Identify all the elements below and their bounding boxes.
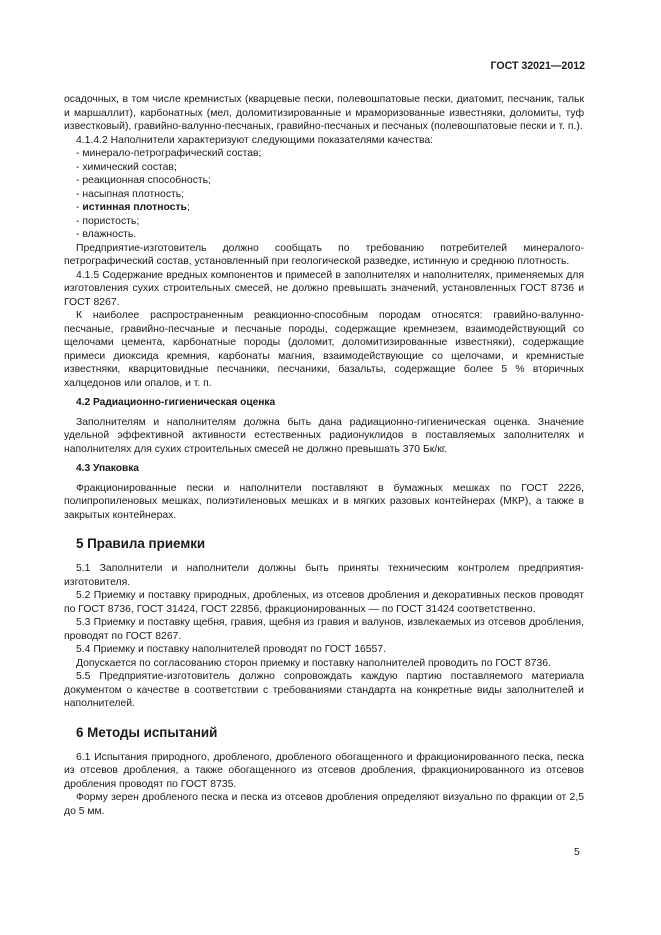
bold-item-suffix: ; <box>186 202 190 213</box>
section-5-title: 5 Правила приемки <box>76 536 206 551</box>
clause-6-1: 6.1 Испытания природного, дробленого, дробленого обогащенного и фракционированного песка, песка из отсевов дробления, а также обогащенного из отсевов дробления, фракционированного из отсевов дробления проводят по ГОСТ 8735. <box>64 751 584 790</box>
quality-item: - химический состав; <box>76 161 177 173</box>
clause-5-2: 5.2 Приемку и поставку природных, дробленых, из отсевов дробления и декоративных песков проводят по ГОСТ 8736, ГОСТ 31424, ГОСТ 22856, фракционированных — по ГОСТ 31424 соответственно. <box>64 590 584 615</box>
bold-item-prefix: - <box>76 202 83 213</box>
clause-6-1-note: Форму зерен дробленого песка и песка из отсевов дробления определяют визуально по фракции от 2,5 до 5 мм. <box>64 792 584 817</box>
quality-item-bold <box>64 201 584 215</box>
reactive-rocks-paragraph: К наиболее распространенным реакционно-способным породам относятся: гравийно-валунно-песчаные, гравийно-песчаные и песчаные породы, содержащие кремнезем, взаимодействующий со щелочами цемента, карбонатные породы (доломит, доломитизированные известняки), содержащие примеси диоксида кремния, карбонаты магния, взаимодействующие со щелочами, и кремнистые известняки, кварцитовидные песчаники, песчаники, базальты, содержащие более 5 % вторичных халцедонов или опалов, и т. п. <box>64 310 584 389</box>
clause-4-1-4-2-intro: 4.1.4.2 Наполнители характеризуют следующими показателями качества: <box>76 134 434 146</box>
quality-item: - влажность. <box>76 229 137 240</box>
document-body <box>64 93 584 818</box>
section-6-title: 6 Методы испытаний <box>76 724 218 740</box>
clause-4-1-5: 4.1.5 Содержание вредных компонентов и примесей в заполнителях и наполнителях, применяемых для изготовления сухих строительных смесей, не должно превышать значений, установленных ГОСТ 8736 и ГОСТ 8267. <box>64 269 584 308</box>
clause-5-3: 5.3 Приемку и поставку щебня, гравия, щебня из гравия и валунов, извлекаемых из отсевов дробления, проводят по ГОСТ 8267. <box>64 617 584 642</box>
clause-5-4-note: Допускается по согласованию сторон приемку и поставку наполнителей проводить по ГОСТ 8736. <box>76 657 551 669</box>
continued-paragraph: осадочных, в том числе кремнистых (кварцевые пески, полевошпатовые пески, диатомит, песчаник, тальк и маршаллит), карбонатных (мел, доломитизированные и мраморизованные известняки, доломиты, туф известковый), гравийно-валунно-песчаных, гравийно-песчаных и песчаных (полевошпатовые пески и т. п.). <box>64 94 584 132</box>
bold-item-text: истинная плотность <box>82 202 187 213</box>
quality-item: - насыпная плотность; <box>76 188 185 200</box>
section-4-3-text: Фракционированные пески и наполнители поставляют в бумажных мешках по ГОСТ 2226, полипропиленовых мешках, полиэтиленовых мешках и в мягких разовых контейнерах (МКР), а также в закрытых контейнерах. <box>64 482 584 521</box>
standard-code-header: ГОСТ 32021—2012 <box>490 60 585 72</box>
clause-5-5: 5.5 Предприятие-изготовитель должно сопровождать каждую партию поставляемого материала документом о качестве в соответствии с требованиями стандарта на конкретные виды заполнителей и наполнителей. <box>64 671 584 709</box>
manufacturer-note: Предприятие-изготовитель должно сообщать по требованию потребителей минералого-петрографический состав, установленный при геологической разведке, истинную и среднюю плотность. <box>64 242 584 267</box>
clause-5-1: 5.1 Заполнители и наполнители должны быть приняты техническим контролем предприятия-изготовителя. <box>64 563 584 588</box>
quality-item: - реакционная способность; <box>76 175 211 186</box>
page-number: 5 <box>574 847 580 858</box>
section-4-3-title: 4.3 Упаковка <box>76 463 139 474</box>
section-4-2-title: 4.2 Радиационно-гигиеническая оценка <box>76 397 276 408</box>
quality-item: - пористость; <box>76 215 140 227</box>
clause-5-4: 5.4 Приемку и поставку наполнителей проводят по ГОСТ 16557. <box>76 644 386 655</box>
quality-item: - минерало-петрографический состав; <box>76 148 262 159</box>
section-4-2-text: Заполнителям и наполнителям должна быть дана радиационно-гигиеническая оценка. Значение удельной эффективной активности естественных радионуклидов в поставляемых заполнителях и наполнителях для сухих строительных смесей не должно превышать 370 Бк/кг. <box>64 416 584 455</box>
